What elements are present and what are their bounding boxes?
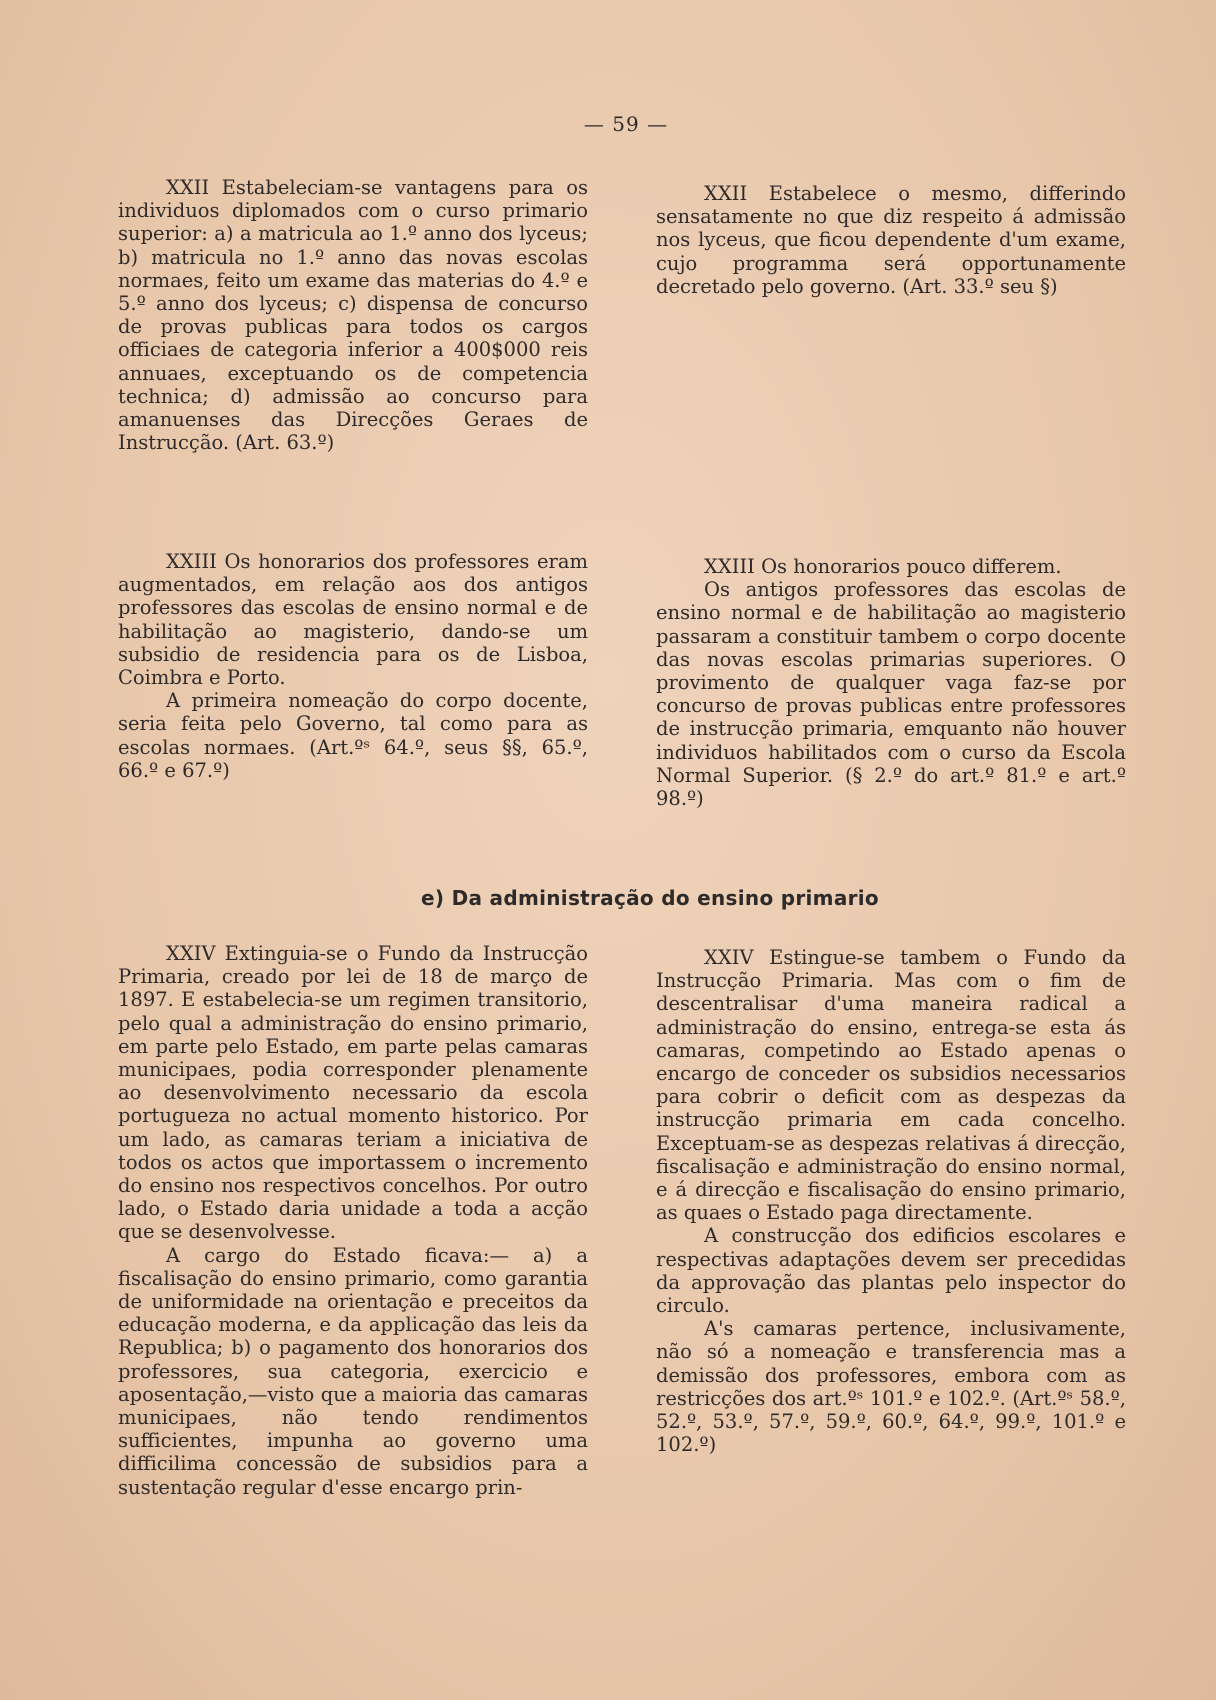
paragraph: A cargo do Estado ficava:— a) a fiscalisação do ensino primario, como garantia de uniformidade na orientação e preceitos da educação moderna, e da applicação das leis da Republica; b) o pagamento dos honorarios dos professores, sua categoria, exercicio e aposentação,—visto que a maioria das camaras municipaes, não tendo rendimentos sufficientes, impunha ao governo uma difficilima concessão de subsidios para a sustentação regular d'esse encargo prin- bbox=[118, 1243, 588, 1499]
paragraph: A primeira nomeação do corpo docente, seria feita pelo Governo, tal como para as escolas normaes. (Art.ºˢ 64.º, seus §§, 65.º, 66.º e 67.º) bbox=[118, 689, 588, 782]
section-xxiii-left bbox=[118, 550, 588, 782]
section-xxiv-right bbox=[656, 946, 1126, 1456]
section-heading: e) Da administração do ensino primario bbox=[421, 886, 879, 910]
paragraph: XXIII Os honorarios dos professores eram augmentados, em relação aos dos antigos professores das escolas de ensino normal e de habilitação ao magisterio, dando-se um subsidio de residencia para os de Lisboa, Coimbra e Porto. bbox=[118, 550, 588, 690]
paragraph: XXII Estabeleciam-se vantagens para os individuos diplomados com o curso primario superior: a) a matricula ao 1.º anno dos lyceus; b) matricula no 1.º anno das novas escolas normaes, feito um exame das materias do 4.º e 5.º anno dos lyceus; c) dispensa de concurso de provas publicas para todos os cargos officiaes de categoria inferior a 400$000 reis annuaes, exceptuando os de competencia technica; d) admissão ao concurso para amanuenses das Direcções Geraes de Instrucção. (Art. 63.º) bbox=[118, 176, 588, 455]
paragraph: XXIII Os honorarios pouco differem. bbox=[704, 555, 1062, 578]
paragraph: A construcção dos edificios escolares e respectivas adaptações devem ser precedidas da approvação das plantas pelo inspector do circulo. bbox=[656, 1224, 1126, 1318]
section-xxiv-left bbox=[118, 942, 588, 1499]
paragraph: XXIV Extinguia-se o Fundo da Instrucção Primaria, creado por lei de 18 de março de 1897. E estabelecia-se um regimen transitorio, pelo qual a administração do ensino primario, em parte pelo Estado, em parte pelas camaras municipaes, podia corresponder plenamente ao desenvolvimento necessario da escola portugueza no actual momento historico. Por um lado, as camaras teriam a iniciativa de todos os actos que importassem o incremento do ensino nos respectivos concelhos. Por outro lado, o Estado daria unidade a toda a acção que se desenvolvesse. bbox=[118, 942, 588, 1244]
section-xxiii-right bbox=[656, 555, 1126, 810]
section-xxii-right bbox=[656, 182, 1126, 298]
paragraph: XXIV Estingue-se tambem o Fundo da Instrucção Primaria. Mas com o fim de descentralisar d'uma maneira radical a administração do ensino, entrega-se esta ás camaras, competindo ao Estado apenas o encargo de conceder os subsidios necessarios para cobrir o deficit com as despezas da instrucção primaria em cada concelho. Exceptuam-se as despezas relativas á direcção, fiscalisação e administração do ensino normal, e á direcção e fiscalisação do ensino primario, as quaes o Estado paga directamente. bbox=[656, 946, 1126, 1225]
paragraph: A's camaras pertence, inclusivamente, não só a nomeação e transferencia mas a demissão dos professores, embora com as restricções dos art.ºˢ 101.º e 102.º. (Art.ºˢ 58.º, 52.º, 53.º, 57.º, 59.º, 60.º, 64.º, 99.º, 101.º e 102.º) bbox=[656, 1317, 1126, 1457]
section-xxii-left bbox=[118, 176, 588, 454]
paragraph: Os antigos professores das escolas de ensino normal e de habilitação ao magisterio passaram a constituir tambem o corpo docente das novas escolas primarias superiores. O provimento de qualquer vaga faz-se por concurso de provas publicas entre professores de instrucção primaria, emquanto não houver individuos habilitados com o curso da Escola Normal Superior. (§ 2.º do art.º 81.º e art.º 98.º) bbox=[656, 578, 1126, 811]
paragraph: XXII Estabelece o mesmo, differindo sensatamente no que diz respeito á admissão nos lyceus, que ficou dependente d'um exame, cujo programma será opportunamente decretado pelo governo. (Art. 33.º seu §) bbox=[656, 182, 1126, 298]
page-number: — 59 — bbox=[583, 112, 669, 136]
